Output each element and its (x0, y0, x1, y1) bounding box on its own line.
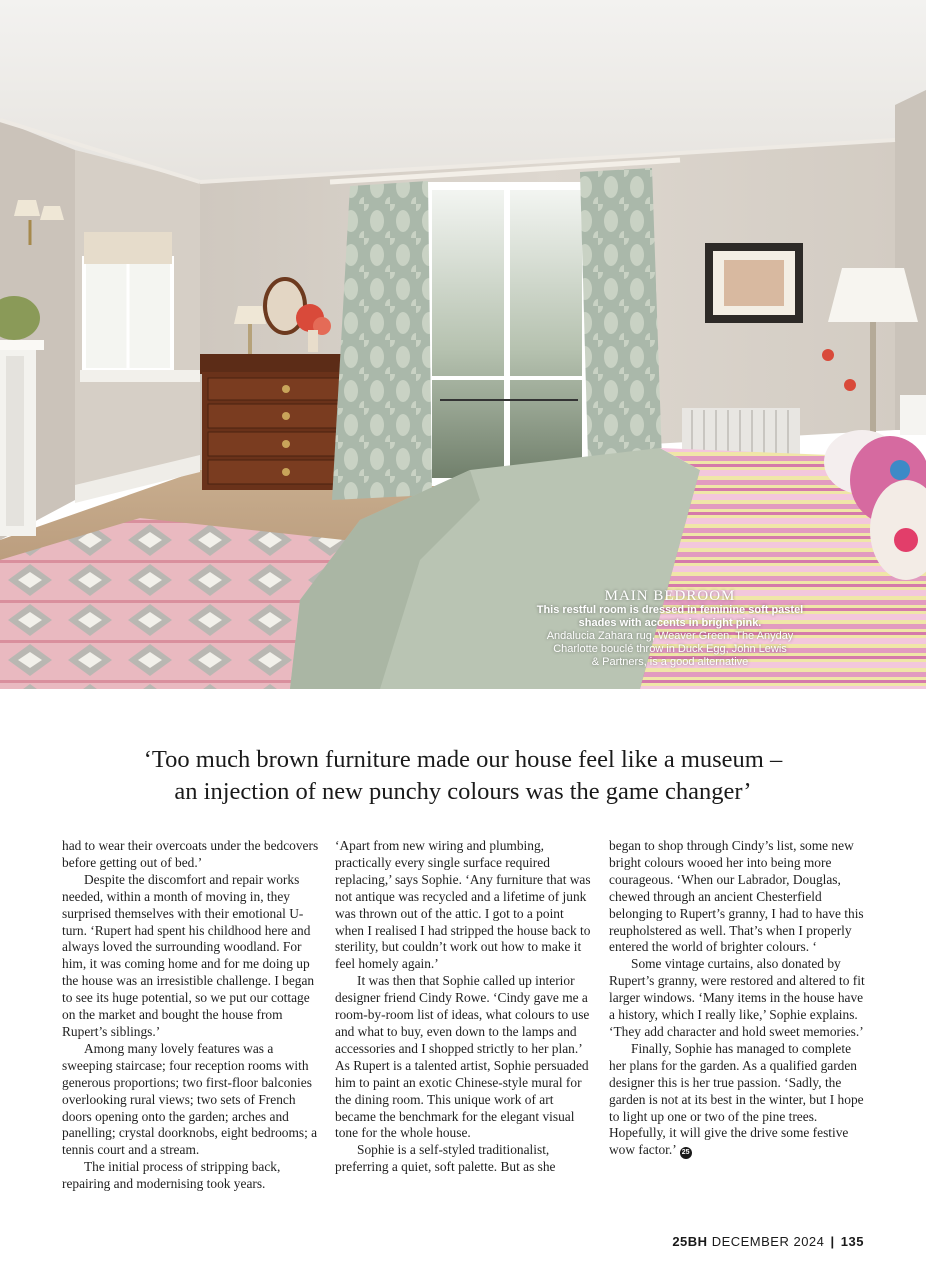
paragraph (609, 1041, 867, 1159)
caption-lead-line: shades with accents in bright pink. (578, 617, 762, 629)
page-number: 135 (840, 1234, 864, 1249)
paragraph: ‘Apart from new wiring and plumbing, practically every single surface required replacing,’ says Sophie. ‘Any furniture that was not antique was recycled and a lifetime of junk was thrown out of the attic. I got to a point when I realised I had stripped the house back to sterility, but couldn’t work out how to make it feel homely again.’ (335, 838, 591, 972)
caption-lead-line: This restful room is dressed in feminine soft pastel (536, 604, 804, 616)
paragraph: Sophie is a self-styled traditionalist, preferring a quiet, soft palette. But as she (335, 1142, 556, 1175)
caption-title: MAIN BEDROOM (604, 588, 736, 604)
pull-quote-line-1: ‘Too much brown furniture made our house feel like a museum – (143, 746, 783, 773)
issue-date: DECEMBER 2024 (711, 1234, 825, 1249)
paragraph: had to wear their overcoats under the bedcovers before getting out of bed.’ (62, 838, 319, 870)
paragraph: Among many lovely features was a sweeping staircase; four reception rooms with generous proportions; two first-floor balconies overlooking rural views; two sets of French doors opening onto the garden; arches and panelling; crystal doorknobs, eight bedrooms; a tennis court and a stream. (62, 1040, 318, 1158)
folio-separator: | (830, 1234, 835, 1249)
body-column-1 (62, 838, 320, 1193)
paragraph: began to shop through Cindy’s list, some new bright colours wooed her into being more courageous. ‘When our Labrador, Douglas, chewed through an ancient Chesterfield belonging to Rupert’s granny, I had to have this reupholstered as well. That’s when I properly entered the world of brighter colours. ‘ (609, 838, 864, 955)
caption-credit-line: Andalucia Zahara rug, Weaver Green. The Anyday (546, 630, 794, 642)
paragraph: Some vintage curtains, also donated by Rupert’s granny, were restored and altered to fit larger windows. ‘Many items in the house have a history, which I really like,’ Sophie explains. ‘They add character and hold sweet memories.’ (609, 956, 865, 1039)
page-folio (672, 1234, 864, 1249)
paragraph-text: Finally, Sophie has managed to complete her plans for the garden. As a qualified garden designer this is her true passion. ‘Sadly, the garden is not at its best in the winter, but I hope to light up one or two of the pine trees. Hopefully, it will give the drive some festive wow factor.’ (609, 1040, 864, 1158)
body-column-3 (609, 838, 867, 1159)
paragraph: Despite the discomfort and repair works needed, within a month of moving in, they surprised themselves with their emotional U-turn. ‘Rupert had spent his childhood here and always loved the surrounding woodland. For him, it was coming home and for me doing up the house was an irresistible challenge. I began to see its huge potential, so we put our cottage on the market and bought the house from Rupert’s siblings.’ (62, 871, 315, 1039)
caption-credit (538, 630, 802, 669)
magazine-brand: 25BH (672, 1234, 708, 1249)
body-column-2 (335, 838, 593, 1176)
caption-lead (526, 604, 814, 630)
pull-quote-line-2: an injection of new punchy colours was the game changer’ (174, 778, 752, 805)
paragraph: It was then that Sophie called up interior designer friend Cindy Rowe. ‘Cindy gave me a room-by-room list of ideas, what colours to use and what to buy, even down to the lamps and accessories and I shopped strictly to her plan.’ As Rupert is a talented artist, Sophie persuaded him to paint an exotic Chinese-style mural for the dining room. This unique work of art became the benchmark for the elegant visual tone for the whole house. (335, 973, 590, 1141)
pull-quote (60, 744, 866, 808)
end-mark-icon: 25 (680, 1147, 692, 1159)
caption-credit-line: Charlotte bouclé throw in Duck Egg, John Lewis (553, 643, 787, 655)
paragraph: The initial process of stripping back, repairing and modernising took years. (62, 1159, 281, 1192)
photo-caption (520, 588, 820, 669)
caption-credit-line: & Partners, is a good alternative (591, 656, 749, 668)
